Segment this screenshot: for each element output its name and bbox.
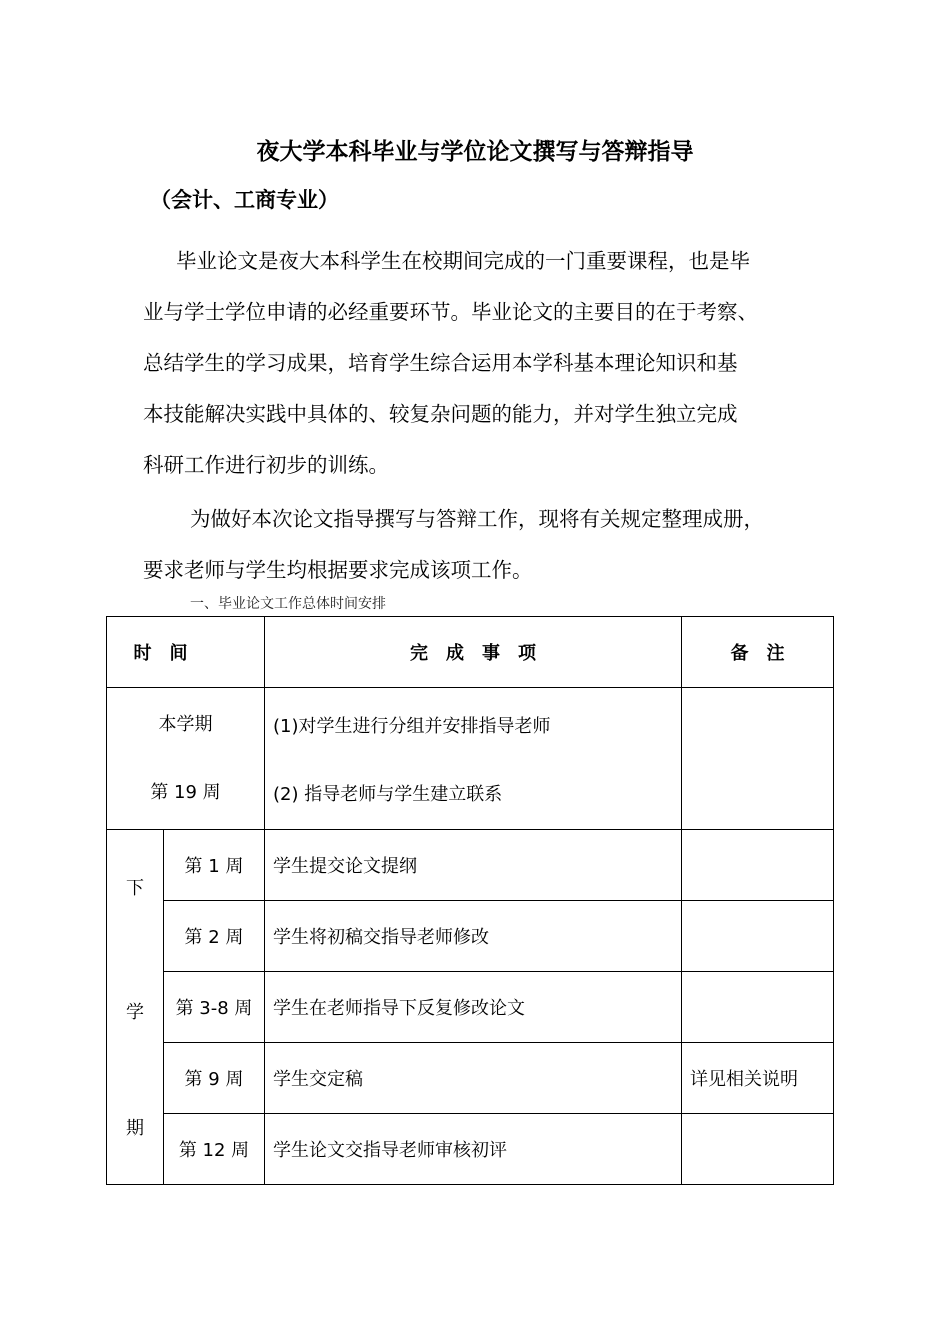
- week-cell: 第 1 周: [164, 830, 265, 901]
- intro-line: 业与学士学位申请的必经重要环节。毕业论文的主要目的在于考察、: [143, 300, 758, 324]
- task-cell: 学生交定稿: [265, 1043, 682, 1114]
- table-row: [107, 972, 834, 1043]
- intro-line: 毕业论文是夜大本科学生在校期间完成的一门重要课程，也是毕: [176, 249, 750, 273]
- purpose-line: 要求老师与学生均根据要求完成该项工作。: [143, 558, 533, 582]
- task-cell: 学生将初稿交指导老师修改: [265, 901, 682, 972]
- table-row: [107, 688, 834, 830]
- current-semester-cell: [107, 688, 265, 830]
- current-semester-week: 第 19 周: [150, 781, 221, 803]
- table-row: [107, 1043, 834, 1114]
- purpose-line: 为做好本次论文指导撰写与答辩工作，现将有关规定整理成册，: [190, 507, 764, 531]
- intro-line: 科研工作进行初步的训练。: [143, 453, 389, 477]
- intro-paragraph: [143, 236, 833, 491]
- note-cell: [682, 1114, 834, 1185]
- next-semester-label: [107, 830, 164, 1185]
- task-item: (2) 指导老师与学生建立联系: [273, 783, 503, 805]
- task-cell: 学生在老师指导下反复修改论文: [265, 972, 682, 1043]
- section-heading: 一、毕业论文工作总体时间安排: [190, 596, 386, 612]
- intro-line: 本技能解决实践中具体的、较复杂问题的能力，并对学生独立完成: [143, 402, 738, 426]
- document-subtitle: （会计、工商专业）: [150, 188, 339, 212]
- schedule-table: [106, 616, 834, 1185]
- header-time: 时 间: [107, 617, 265, 688]
- table-header-row: [107, 617, 834, 688]
- document-title: 夜大学本科毕业与学位论文撰写与答辩指导: [256, 139, 694, 165]
- week-cell: 第 2 周: [164, 901, 265, 972]
- purpose-paragraph: [143, 494, 833, 596]
- intro-line: 总结学生的学习成果，培育学生综合运用本学科基本理论知识和基: [143, 351, 738, 375]
- header-task: 完 成 事 项: [265, 617, 682, 688]
- header-note: 备 注: [682, 617, 834, 688]
- current-semester-label: 本学期: [158, 713, 213, 735]
- note-cell: [682, 972, 834, 1043]
- semester-char: 下: [126, 878, 144, 899]
- table-row: [107, 1114, 834, 1185]
- task-cell: 学生提交论文提纲: [265, 830, 682, 901]
- task-cell: 学生论文交指导老师审核初评: [265, 1114, 682, 1185]
- note-cell: 详见相关说明: [682, 1043, 834, 1114]
- semester-char: 学: [126, 1002, 144, 1023]
- week-cell: 第 12 周: [164, 1114, 265, 1185]
- semester-char: 期: [126, 1118, 144, 1139]
- task-item: (1)对学生进行分组并安排指导老师: [273, 715, 551, 737]
- note-cell: [682, 688, 834, 830]
- note-cell: [682, 830, 834, 901]
- table-row: [107, 830, 834, 901]
- note-cell: [682, 901, 834, 972]
- week-cell: 第 3-8 周: [164, 972, 265, 1043]
- table-row: [107, 901, 834, 972]
- first-row-tasks: [265, 688, 682, 830]
- week-cell: 第 9 周: [164, 1043, 265, 1114]
